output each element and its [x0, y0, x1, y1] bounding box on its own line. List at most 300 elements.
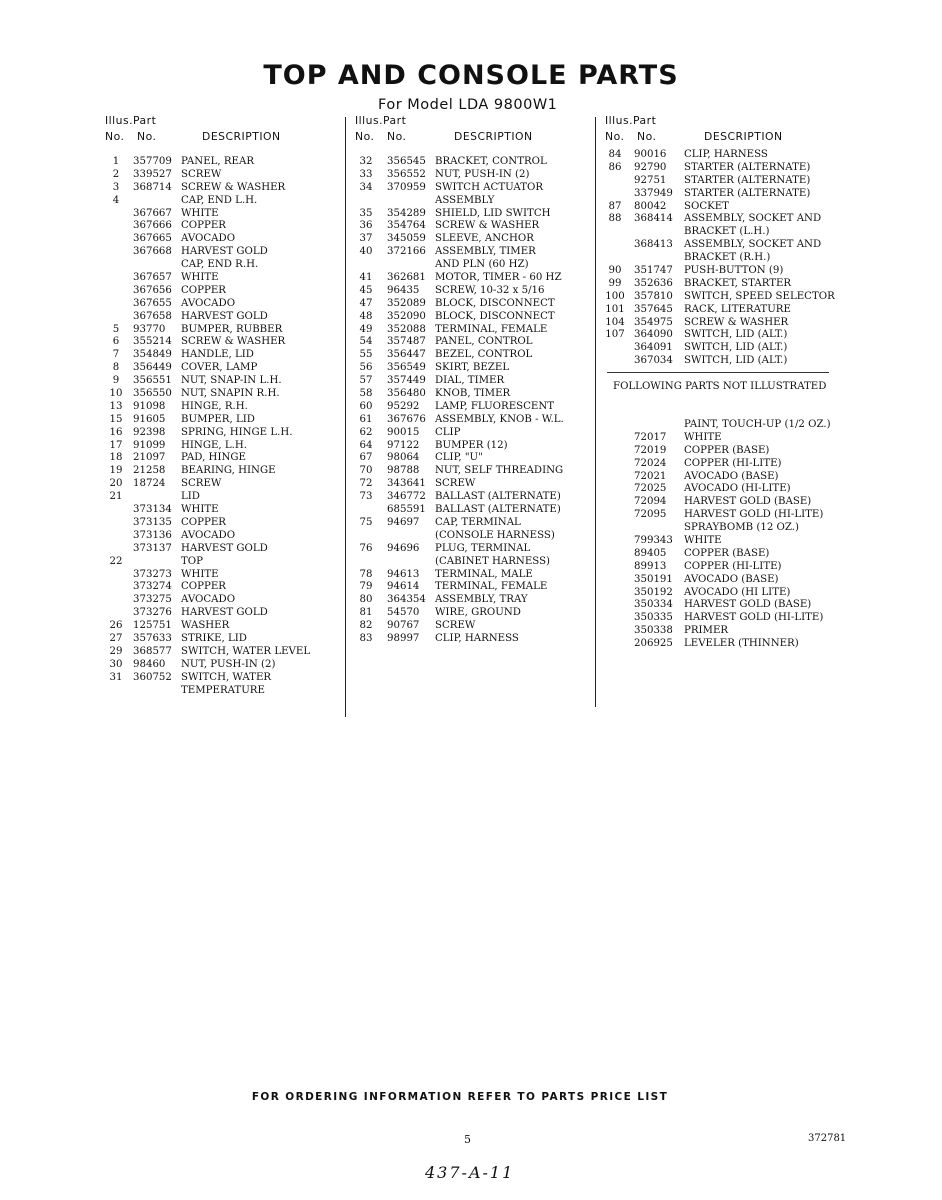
- illus-number: 1: [112, 156, 120, 167]
- part-description: TERMINAL, FEMALE: [435, 581, 548, 593]
- model-subtitle: For Model LDA 9800W1: [378, 97, 558, 113]
- illus-number: 19: [109, 465, 123, 477]
- part-description: AND PLN (60 HZ): [435, 259, 529, 271]
- part-description: TERMINAL, FEMALE: [435, 323, 548, 335]
- part-description: SWITCH, LID (ALT.): [684, 329, 788, 341]
- illus-number: 56: [359, 362, 373, 374]
- table-row: [355, 465, 593, 478]
- part-number: 93770: [133, 323, 166, 335]
- table-row: [605, 509, 835, 522]
- table-row: [605, 587, 835, 600]
- part-description: BLOCK, DISCONNECT: [435, 297, 555, 309]
- part-number: 367034: [634, 355, 673, 367]
- illus-number: 6: [112, 336, 120, 348]
- table-row: [605, 162, 835, 175]
- column-header: [105, 114, 341, 144]
- table-row: [355, 633, 593, 646]
- table-row: [355, 491, 593, 504]
- illus-number: 2: [112, 168, 120, 180]
- part-number: 90767: [387, 620, 420, 632]
- table-row: [105, 233, 341, 246]
- parts-list: [605, 419, 835, 651]
- part-number: 364091: [634, 342, 673, 354]
- part-description: STARTER (ALTERNATE): [684, 187, 811, 199]
- part-description: SHIELD, LID SWITCH: [435, 207, 551, 219]
- illus-number: 5: [112, 323, 120, 335]
- table-row: [355, 336, 593, 349]
- part-number: 373137: [133, 542, 172, 554]
- part-number: 98788: [387, 465, 420, 477]
- table-row: [105, 208, 341, 221]
- part-description: SPRING, HINGE L.H.: [181, 426, 293, 438]
- table-row: [605, 638, 835, 651]
- part-number: 125751: [133, 620, 172, 632]
- part-number: 356552: [387, 168, 426, 180]
- illus-number: 15: [109, 413, 123, 425]
- table-row: [105, 427, 341, 440]
- part-description: AVOCADO: [181, 594, 236, 606]
- table-row: [355, 272, 593, 285]
- part-description: CAP, TERMINAL: [435, 516, 521, 528]
- illus-number: 26: [109, 620, 123, 632]
- table-row: [105, 594, 341, 607]
- part-description: BRACKET (L.H.): [684, 226, 770, 238]
- table-row: [105, 324, 341, 337]
- header-description: DESCRIPTION: [202, 130, 281, 143]
- part-description: SCREW: [435, 620, 476, 632]
- part-description: SCREW & WASHER: [181, 181, 286, 193]
- part-description: STARTER (ALTERNATE): [684, 161, 811, 173]
- illus-number: 101: [605, 303, 625, 315]
- table-row: [105, 311, 341, 324]
- illus-number: 10: [109, 388, 123, 400]
- table-row: [605, 483, 835, 496]
- part-description: PAD, HINGE: [181, 452, 246, 464]
- part-description: COPPER: [181, 284, 226, 296]
- illus-number: 86: [608, 161, 622, 173]
- part-description: (CABINET HARNESS): [435, 555, 551, 567]
- illus-number: 76: [359, 542, 373, 554]
- part-description: PRIMER: [684, 625, 729, 637]
- header-part: Part: [383, 114, 407, 127]
- table-row: [355, 362, 593, 375]
- part-description: COPPER: [181, 581, 226, 593]
- part-number: 94613: [387, 568, 420, 580]
- table-row: [105, 452, 341, 465]
- part-number: 367667: [133, 207, 172, 219]
- table-row: [605, 355, 835, 368]
- part-number: 92790: [634, 161, 667, 173]
- part-description: HARVEST GOLD (HI-LITE): [684, 509, 824, 521]
- part-description: HARVEST GOLD: [181, 310, 268, 322]
- part-description: SWITCH, SPEED SELECTOR: [684, 290, 835, 302]
- part-description: SCREW & WASHER: [684, 316, 789, 328]
- part-description: WHITE: [181, 504, 219, 516]
- table-row: [105, 607, 341, 620]
- part-description: LEVELER (THINNER): [684, 638, 799, 650]
- table-row: [355, 388, 593, 401]
- header-illus-no: No.: [605, 130, 625, 143]
- illus-number: 67: [359, 452, 373, 464]
- part-description: COPPER (HI-LITE): [684, 560, 782, 572]
- table-row: [105, 659, 341, 672]
- table-row: [605, 574, 835, 587]
- table-row: [355, 220, 593, 233]
- table-row: [605, 419, 835, 432]
- part-description: ASSEMBLY, KNOB - W.L.: [435, 413, 564, 425]
- part-number: 367657: [133, 272, 172, 284]
- table-row: [605, 548, 835, 561]
- part-description: RACK, LITERATURE: [684, 303, 791, 315]
- part-description: COPPER (HI-LITE): [684, 457, 782, 469]
- part-number: 72025: [634, 483, 667, 495]
- part-description: SCREW & WASHER: [181, 336, 286, 348]
- table-row: [355, 311, 593, 324]
- part-number: 345059: [387, 233, 426, 245]
- parts-list: [355, 156, 593, 646]
- part-number: 373135: [133, 516, 172, 528]
- illus-number: 73: [359, 491, 373, 503]
- illus-number: 35: [359, 207, 373, 219]
- part-description: HARVEST GOLD: [181, 542, 268, 554]
- table-row: [355, 594, 593, 607]
- table-row: [105, 336, 341, 349]
- table-row: [605, 291, 835, 304]
- illus-number: 62: [359, 426, 373, 438]
- part-number: 356545: [387, 156, 426, 167]
- part-number: 18724: [133, 478, 166, 490]
- table-row: [605, 445, 835, 458]
- illus-number: 107: [605, 329, 625, 341]
- table-row: [605, 432, 835, 445]
- part-description: PLUG, TERMINAL: [435, 542, 531, 554]
- part-description: SCREW: [181, 478, 222, 490]
- part-number: 343641: [387, 478, 426, 490]
- table-row: [355, 581, 593, 594]
- table-row: [105, 401, 341, 414]
- part-description: AVOCADO (BASE): [684, 573, 779, 585]
- illus-number: 33: [359, 168, 373, 180]
- illus-number: 30: [109, 658, 123, 670]
- column-header: [355, 114, 593, 144]
- table-row: [605, 342, 835, 355]
- part-description: ASSEMBLY, TIMER: [435, 246, 536, 258]
- part-number: 350191: [634, 573, 673, 585]
- part-number: 72021: [634, 470, 667, 482]
- table-row: [105, 478, 341, 491]
- illus-number: 22: [109, 555, 123, 567]
- part-number: 368413: [634, 239, 673, 251]
- part-number: 357645: [634, 303, 673, 315]
- part-number: 360752: [133, 671, 172, 683]
- table-row: [355, 504, 593, 517]
- illus-number: 16: [109, 426, 123, 438]
- table-row: [105, 195, 341, 208]
- table-row: [355, 478, 593, 491]
- part-description: SWITCH, LID (ALT.): [684, 342, 788, 354]
- part-number: 357633: [133, 632, 172, 644]
- part-description: WASHER: [181, 620, 230, 632]
- table-row: [605, 522, 835, 535]
- page-title: TOP AND CONSOLE PARTS: [263, 60, 679, 91]
- header-illus: Illus.: [105, 114, 134, 127]
- table-row: [355, 517, 593, 530]
- part-description: ASSEMBLY, SOCKET AND: [684, 239, 822, 251]
- header-illus-no: No.: [355, 130, 375, 143]
- part-description: ASSEMBLY: [435, 194, 495, 206]
- part-number: 89913: [634, 560, 667, 572]
- part-number: 356480: [387, 388, 426, 400]
- part-description: STARTER (ALTERNATE): [684, 174, 811, 186]
- table-row: [105, 156, 341, 169]
- table-row: [355, 440, 593, 453]
- illus-number: 54: [359, 336, 373, 348]
- illus-number: 29: [109, 645, 123, 657]
- table-row: [605, 213, 835, 226]
- part-number: 351747: [634, 265, 673, 277]
- part-description: COVER, LAMP: [181, 362, 258, 374]
- part-number: 364090: [634, 329, 673, 341]
- part-description: SOCKET: [684, 200, 729, 212]
- illus-number: 31: [109, 671, 123, 683]
- table-row: [105, 375, 341, 388]
- part-number: 91099: [133, 439, 166, 451]
- part-number: 350192: [634, 586, 673, 598]
- part-description: BUMPER (12): [435, 439, 508, 451]
- part-description: LAMP, FLUORESCENT: [435, 400, 555, 412]
- table-row: [355, 569, 593, 582]
- table-row: [105, 556, 341, 569]
- part-number: 72095: [634, 509, 667, 521]
- part-number: 356549: [387, 362, 426, 374]
- part-description: HARVEST GOLD (HI-LITE): [684, 612, 824, 624]
- table-row: [605, 149, 835, 162]
- table-row: [605, 201, 835, 214]
- table-row: [355, 182, 593, 195]
- column-header: [605, 114, 835, 144]
- part-number: 364354: [387, 594, 426, 606]
- part-description: BALLAST (ALTERNATE): [435, 504, 561, 516]
- part-number: 72094: [634, 496, 667, 508]
- part-description: HARVEST GOLD: [181, 246, 268, 258]
- header-illus: Illus.: [605, 114, 634, 127]
- part-description: SCREW, 10-32 x 5/16: [435, 284, 545, 296]
- table-row: [105, 259, 341, 272]
- illus-number: 41: [359, 272, 373, 284]
- part-description: AVOCADO (BASE): [684, 470, 779, 482]
- table-row: [105, 440, 341, 453]
- illus-number: 99: [608, 277, 622, 289]
- parts-list: [605, 149, 835, 368]
- part-number: 21097: [133, 452, 166, 464]
- part-number: 339527: [133, 168, 172, 180]
- header-illus-no: No.: [105, 130, 125, 143]
- part-number: 350338: [634, 625, 673, 637]
- illus-number: 45: [359, 284, 373, 296]
- part-description: NUT, SNAPIN R.H.: [181, 388, 280, 400]
- illus-number: 79: [359, 581, 373, 593]
- illus-number: 47: [359, 297, 373, 309]
- table-row: [355, 556, 593, 569]
- part-number: 372166: [387, 246, 426, 258]
- table-row: [605, 239, 835, 252]
- part-description: BUMPER, LID: [181, 413, 255, 425]
- table-row: [105, 169, 341, 182]
- section-divider: [607, 372, 829, 373]
- table-row: [355, 169, 593, 182]
- part-number: 92751: [634, 174, 667, 186]
- part-description: SWITCH, WATER LEVEL: [181, 645, 311, 657]
- part-number: 373274: [133, 581, 172, 593]
- part-number: 346772: [387, 491, 426, 503]
- handwritten-note: 437-A-11: [425, 1163, 515, 1182]
- illus-number: 90: [608, 265, 622, 277]
- part-description: BEZEL, CONTROL: [435, 349, 533, 361]
- table-row: [105, 530, 341, 543]
- part-number: 89405: [634, 547, 667, 559]
- part-number: 95292: [387, 400, 420, 412]
- part-number: 373136: [133, 529, 172, 541]
- part-description: COPPER: [181, 516, 226, 528]
- part-number: 352089: [387, 297, 426, 309]
- part-number: 373273: [133, 568, 172, 580]
- part-description: CLIP, "U": [435, 452, 483, 464]
- illus-number: 27: [109, 632, 123, 644]
- table-row: [605, 561, 835, 574]
- illus-number: 7: [112, 349, 120, 361]
- illus-number: 3: [112, 181, 120, 193]
- table-row: [605, 612, 835, 625]
- table-row: [605, 599, 835, 612]
- illus-number: 72: [359, 478, 373, 490]
- table-row: [105, 246, 341, 259]
- illus-number: 34: [359, 181, 373, 193]
- illus-number: 20: [109, 478, 123, 490]
- table-row: [355, 452, 593, 465]
- part-number: 373134: [133, 504, 172, 516]
- table-row: [605, 188, 835, 201]
- part-description: LID: [181, 491, 200, 503]
- table-row: [355, 233, 593, 246]
- part-number: 94614: [387, 581, 420, 593]
- part-description: ASSEMBLY, TRAY: [435, 594, 528, 606]
- table-row: [355, 401, 593, 414]
- column-divider: [595, 117, 596, 707]
- table-row: [605, 329, 835, 342]
- part-description: HINGE, L.H.: [181, 439, 247, 451]
- part-number: 206925: [634, 638, 673, 650]
- part-description: COPPER (BASE): [684, 547, 770, 559]
- part-description: SWITCH, WATER: [181, 671, 272, 683]
- part-number: 72024: [634, 457, 667, 469]
- part-description: ASSEMBLY, SOCKET AND: [684, 213, 822, 225]
- header-part: Part: [633, 114, 657, 127]
- part-number: 356550: [133, 388, 172, 400]
- illus-number: 60: [359, 400, 373, 412]
- table-row: [605, 471, 835, 484]
- part-number: 368577: [133, 645, 172, 657]
- table-row: [355, 324, 593, 337]
- table-row: [105, 620, 341, 633]
- part-number: 685591: [387, 504, 426, 516]
- part-description: SCREW: [435, 478, 476, 490]
- table-row: [105, 685, 341, 698]
- part-number: 90016: [634, 149, 667, 160]
- part-number: 354764: [387, 220, 426, 232]
- part-description: SWITCH ACTUATOR: [435, 181, 544, 193]
- table-row: [355, 156, 593, 169]
- illus-number: 80: [359, 594, 373, 606]
- part-description: SKIRT, BEZEL: [435, 362, 510, 374]
- part-number: 91098: [133, 400, 166, 412]
- part-number: 337949: [634, 187, 673, 199]
- illus-number: 13: [109, 400, 123, 412]
- illus-number: 40: [359, 246, 373, 258]
- table-row: [605, 625, 835, 638]
- table-row: [105, 581, 341, 594]
- part-description: CAP, END L.H.: [181, 194, 258, 206]
- part-description: SCREW & WASHER: [435, 220, 540, 232]
- part-number: 357449: [387, 375, 426, 387]
- part-description: HARVEST GOLD (BASE): [684, 599, 812, 611]
- ordering-footer: FOR ORDERING INFORMATION REFER TO PARTS PRICE LIST: [251, 1091, 669, 1103]
- table-row: [355, 259, 593, 272]
- part-description: PANEL, REAR: [181, 156, 255, 167]
- part-description: CLIP: [435, 426, 461, 438]
- part-description: WHITE: [181, 272, 219, 284]
- part-description: BALLAST (ALTERNATE): [435, 491, 561, 503]
- part-number: 90015: [387, 426, 420, 438]
- table-row: [355, 375, 593, 388]
- table-row: [355, 246, 593, 259]
- part-description: NUT, SNAP-IN L.H.: [181, 375, 282, 387]
- part-description: AVOCADO (HI-LITE): [684, 483, 791, 495]
- parts-column-2: [355, 114, 593, 646]
- illus-number: 64: [359, 439, 373, 451]
- table-row: [355, 208, 593, 221]
- document-number: 372781: [808, 1133, 847, 1144]
- table-row: [605, 278, 835, 291]
- illus-number: 17: [109, 439, 123, 451]
- part-number: 354289: [387, 207, 426, 219]
- parts-column-1: [105, 114, 341, 697]
- header-part-no: No.: [637, 130, 657, 143]
- table-row: [355, 427, 593, 440]
- part-description: WHITE: [181, 568, 219, 580]
- table-row: [355, 195, 593, 208]
- part-number: 356449: [133, 362, 172, 374]
- table-row: [355, 543, 593, 556]
- part-number: 367655: [133, 297, 172, 309]
- table-row: [605, 175, 835, 188]
- illus-number: 48: [359, 310, 373, 322]
- part-description: TOP: [181, 555, 204, 567]
- part-number: 368414: [634, 213, 673, 225]
- part-number: 368714: [133, 181, 172, 193]
- table-row: [355, 414, 593, 427]
- part-number: 92398: [133, 426, 166, 438]
- table-row: [105, 349, 341, 362]
- part-description: (CONSOLE HARNESS): [435, 529, 555, 541]
- illus-number: 87: [608, 200, 622, 212]
- part-number: 352088: [387, 323, 426, 335]
- illus-number: 88: [608, 213, 622, 225]
- table-row: [105, 414, 341, 427]
- part-description: MOTOR, TIMER - 60 HZ: [435, 272, 562, 284]
- illus-number: 100: [605, 290, 625, 302]
- table-row: [105, 388, 341, 401]
- part-description: STRIKE, LID: [181, 632, 247, 644]
